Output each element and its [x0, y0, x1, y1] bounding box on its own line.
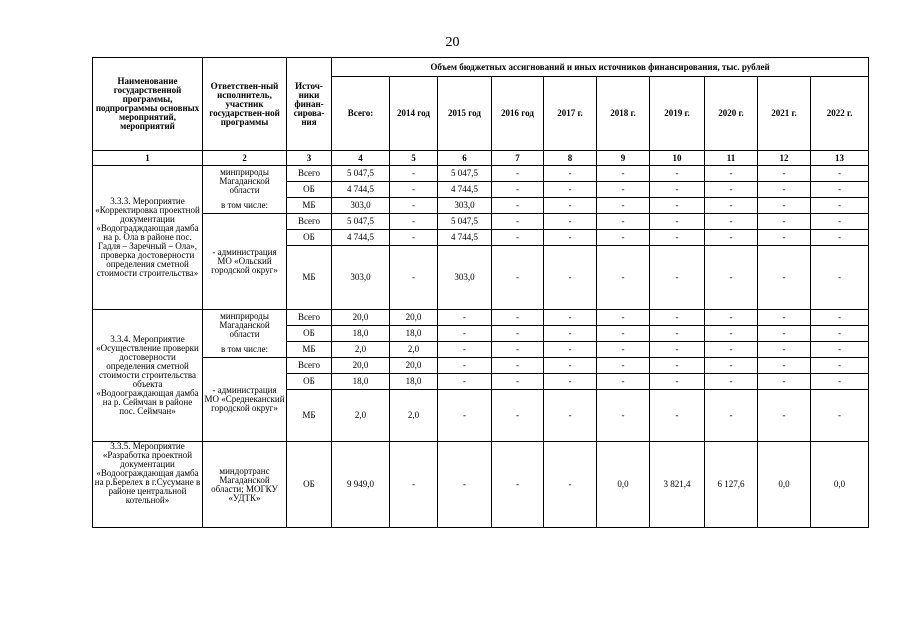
executor-subtitle: в том числе:	[203, 198, 287, 214]
activity-name: 3.3.4. Мероприятие «Осуществление проверки достоверности определения сметной стоимости строительства объекта «Водоограждающая дамба на р. Сеймчан в районе пос. Сеймчан»	[93, 310, 203, 442]
amount-cell: -	[438, 390, 492, 442]
amount-cell: -	[597, 230, 650, 246]
amount-cell: 2,0	[390, 342, 438, 358]
column-number: 12	[758, 151, 811, 166]
amount-cell: 4 744,5	[438, 230, 492, 246]
amount-cell: -	[650, 390, 705, 442]
amount-cell: 20,0	[390, 358, 438, 374]
amount-cell: 4 744,5	[332, 230, 390, 246]
amount-cell: -	[390, 214, 438, 230]
table-row	[93, 214, 869, 230]
amount-cell: 303,0	[438, 198, 492, 214]
amount-cell: -	[492, 214, 544, 230]
table-row	[93, 358, 869, 374]
table-row	[93, 166, 869, 182]
amount-cell: -	[544, 230, 597, 246]
amount-cell: -	[390, 442, 438, 528]
header-financing-group: Объем бюджетных ассигнований и иных источников финансирования, тыс. рублей	[332, 58, 869, 77]
amount-cell: -	[492, 358, 544, 374]
column-number: 5	[390, 151, 438, 166]
amount-cell: -	[544, 442, 597, 528]
amount-cell: -	[544, 342, 597, 358]
amount-cell: -	[758, 246, 811, 310]
amount-cell: 18,0	[390, 326, 438, 342]
column-number: 9	[597, 151, 650, 166]
column-number: 7	[492, 151, 544, 166]
amount-cell: -	[492, 342, 544, 358]
amount-cell: -	[597, 166, 650, 182]
amount-cell: -	[705, 358, 758, 374]
table-row	[93, 342, 869, 358]
table-row	[93, 198, 869, 214]
amount-cell: -	[438, 342, 492, 358]
header-year: 2015 год	[438, 77, 492, 151]
financing-table	[92, 57, 869, 528]
block-3-3-3	[93, 166, 869, 310]
executor-subtitle: в том числе:	[203, 342, 287, 358]
amount-cell: -	[811, 374, 869, 390]
column-numbers-row	[93, 151, 869, 166]
amount-cell: -	[705, 342, 758, 358]
amount-cell: -	[811, 166, 869, 182]
co-executor-name: - администрация МО «Ольский городской округ»	[203, 214, 287, 310]
amount-cell: -	[597, 326, 650, 342]
amount-cell: -	[811, 358, 869, 374]
amount-cell: -	[492, 374, 544, 390]
header-year: 2022 г.	[811, 77, 869, 151]
funding-source: ОБ	[287, 182, 332, 198]
amount-cell: -	[438, 442, 492, 528]
amount-cell: 303,0	[332, 246, 390, 310]
amount-cell: 0,0	[811, 442, 869, 528]
amount-cell: -	[597, 198, 650, 214]
funding-source: ОБ	[287, 374, 332, 390]
amount-cell: 18,0	[332, 374, 390, 390]
amount-cell: -	[492, 198, 544, 214]
amount-cell: -	[811, 182, 869, 198]
amount-cell: -	[650, 166, 705, 182]
header-year: Всего:	[332, 77, 390, 151]
amount-cell: -	[597, 358, 650, 374]
amount-cell: -	[811, 198, 869, 214]
amount-cell: 2,0	[390, 390, 438, 442]
amount-cell: -	[758, 358, 811, 374]
co-executor-name: - администрация МО «Среднеканский городской округ»	[203, 358, 287, 442]
column-number: 1	[93, 151, 203, 166]
amount-cell: -	[705, 246, 758, 310]
table-row	[93, 310, 869, 326]
amount-cell: -	[597, 214, 650, 230]
amount-cell: 20,0	[332, 310, 390, 326]
amount-cell: -	[650, 230, 705, 246]
amount-cell: 20,0	[390, 310, 438, 326]
header-year: 2020 г.	[705, 77, 758, 151]
funding-source: ОБ	[287, 326, 332, 342]
amount-cell: -	[650, 310, 705, 326]
funding-source: ОБ	[287, 230, 332, 246]
amount-cell: -	[811, 326, 869, 342]
funding-source: Всего	[287, 358, 332, 374]
amount-cell: -	[705, 374, 758, 390]
amount-cell: -	[758, 214, 811, 230]
amount-cell: -	[705, 182, 758, 198]
amount-cell: -	[390, 198, 438, 214]
amount-cell: -	[758, 342, 811, 358]
funding-source: Всего	[287, 166, 332, 182]
amount-cell: -	[544, 390, 597, 442]
funding-source: МБ	[287, 342, 332, 358]
amount-cell: -	[650, 326, 705, 342]
header-funding-source: Источ-ники финан-сирова-ния	[287, 58, 332, 151]
block-3-3-5	[93, 442, 869, 528]
amount-cell: -	[492, 310, 544, 326]
table-row	[93, 442, 869, 528]
amount-cell: -	[597, 374, 650, 390]
amount-cell: -	[705, 310, 758, 326]
amount-cell: -	[705, 198, 758, 214]
amount-cell: -	[650, 342, 705, 358]
amount-cell: -	[492, 390, 544, 442]
amount-cell: -	[650, 246, 705, 310]
amount-cell: -	[650, 198, 705, 214]
amount-cell: 303,0	[438, 246, 492, 310]
amount-cell: -	[758, 390, 811, 442]
amount-cell: -	[544, 310, 597, 326]
amount-cell: -	[492, 182, 544, 198]
header-program-name: Наименование государственной программы, подпрограммы основных мероприятий, мероприятий	[93, 58, 203, 151]
amount-cell: -	[544, 214, 597, 230]
amount-cell: -	[650, 358, 705, 374]
block-3-3-4	[93, 310, 869, 442]
funding-source: МБ	[287, 198, 332, 214]
funding-source: Всего	[287, 310, 332, 326]
amount-cell: -	[390, 166, 438, 182]
amount-cell: -	[811, 310, 869, 326]
executor-name: минприроды Магаданской области	[203, 310, 287, 342]
amount-cell: -	[544, 246, 597, 310]
amount-cell: -	[390, 182, 438, 198]
amount-cell: 5 047,5	[438, 214, 492, 230]
column-number: 10	[650, 151, 705, 166]
amount-cell: -	[544, 166, 597, 182]
funding-source: ОБ	[287, 442, 332, 528]
amount-cell: -	[758, 182, 811, 198]
amount-cell: -	[811, 390, 869, 442]
page-number: 20	[445, 35, 460, 50]
amount-cell: 5 047,5	[332, 214, 390, 230]
amount-cell: -	[597, 310, 650, 326]
column-number: 6	[438, 151, 492, 166]
header-year: 2019 г.	[650, 77, 705, 151]
funding-source: МБ	[287, 390, 332, 442]
amount-cell: -	[597, 390, 650, 442]
amount-cell: -	[758, 166, 811, 182]
amount-cell: -	[650, 374, 705, 390]
amount-cell: 303,0	[332, 198, 390, 214]
amount-cell: -	[438, 358, 492, 374]
header-year: 2018 г.	[597, 77, 650, 151]
amount-cell: 18,0	[332, 326, 390, 342]
amount-cell: 20,0	[332, 358, 390, 374]
amount-cell: -	[811, 342, 869, 358]
column-number: 8	[544, 151, 597, 166]
column-number: 11	[705, 151, 758, 166]
amount-cell: -	[492, 246, 544, 310]
amount-cell: 4 744,5	[332, 182, 390, 198]
amount-cell: -	[544, 182, 597, 198]
amount-cell: 3 821,4	[650, 442, 705, 528]
executor-name: минприроды Магаданской области	[203, 166, 287, 198]
header-year: 2017 г.	[544, 77, 597, 151]
amount-cell: -	[390, 230, 438, 246]
header-executor: Ответствен-ный исполнитель, участник государствен-ной программы	[203, 58, 287, 151]
column-number: 3	[287, 151, 332, 166]
amount-cell: -	[758, 230, 811, 246]
amount-cell: -	[758, 310, 811, 326]
amount-cell: 9 949,0	[332, 442, 390, 528]
amount-cell: 4 744,5	[438, 182, 492, 198]
amount-cell: -	[705, 230, 758, 246]
amount-cell: 0,0	[758, 442, 811, 528]
amount-cell: -	[492, 230, 544, 246]
amount-cell: 2,0	[332, 342, 390, 358]
amount-cell: 6 127,6	[705, 442, 758, 528]
amount-cell: -	[390, 246, 438, 310]
amount-cell: -	[650, 182, 705, 198]
amount-cell: -	[492, 326, 544, 342]
amount-cell: 0,0	[597, 442, 650, 528]
funding-source: МБ	[287, 246, 332, 310]
amount-cell: -	[758, 374, 811, 390]
amount-cell: -	[544, 198, 597, 214]
amount-cell: -	[811, 230, 869, 246]
amount-cell: -	[438, 310, 492, 326]
executor-name: миндортранс Магаданской области; МОГКУ «УДТК»	[203, 442, 287, 528]
amount-cell: -	[544, 358, 597, 374]
amount-cell: 18,0	[390, 374, 438, 390]
amount-cell: -	[492, 442, 544, 528]
amount-cell: -	[650, 214, 705, 230]
amount-cell: -	[705, 214, 758, 230]
amount-cell: -	[705, 326, 758, 342]
column-number: 4	[332, 151, 390, 166]
header-year: 2016 год	[492, 77, 544, 151]
amount-cell: -	[544, 374, 597, 390]
amount-cell: -	[597, 246, 650, 310]
amount-cell: 2,0	[332, 390, 390, 442]
amount-cell: -	[597, 342, 650, 358]
column-number: 13	[811, 151, 869, 166]
amount-cell: -	[438, 326, 492, 342]
column-number: 2	[203, 151, 287, 166]
amount-cell: 5 047,5	[332, 166, 390, 182]
amount-cell: -	[544, 326, 597, 342]
amount-cell: 5 047,5	[438, 166, 492, 182]
header-year: 2021 г.	[758, 77, 811, 151]
amount-cell: -	[705, 166, 758, 182]
amount-cell: -	[438, 374, 492, 390]
activity-name: 3.3.5. Мероприятие «Разработка проектной документации «Водоограждающая дамба на р.Берелех в г.Сусумане в районе центральной котельной»	[93, 442, 203, 528]
amount-cell: -	[705, 390, 758, 442]
amount-cell: -	[811, 214, 869, 230]
amount-cell: -	[492, 166, 544, 182]
amount-cell: -	[758, 326, 811, 342]
amount-cell: -	[597, 182, 650, 198]
activity-name: 3.3.3. Мероприятие «Корректировка проектной документации «Водоградждающая дамба на р. Ола в районе пос. Гадля – Заречный – Ола», проверка достоверности определения сметной стоимости строительства»	[93, 166, 203, 310]
amount-cell: -	[758, 198, 811, 214]
header-year: 2014 год	[390, 77, 438, 151]
amount-cell: -	[811, 246, 869, 310]
funding-source: Всего	[287, 214, 332, 230]
